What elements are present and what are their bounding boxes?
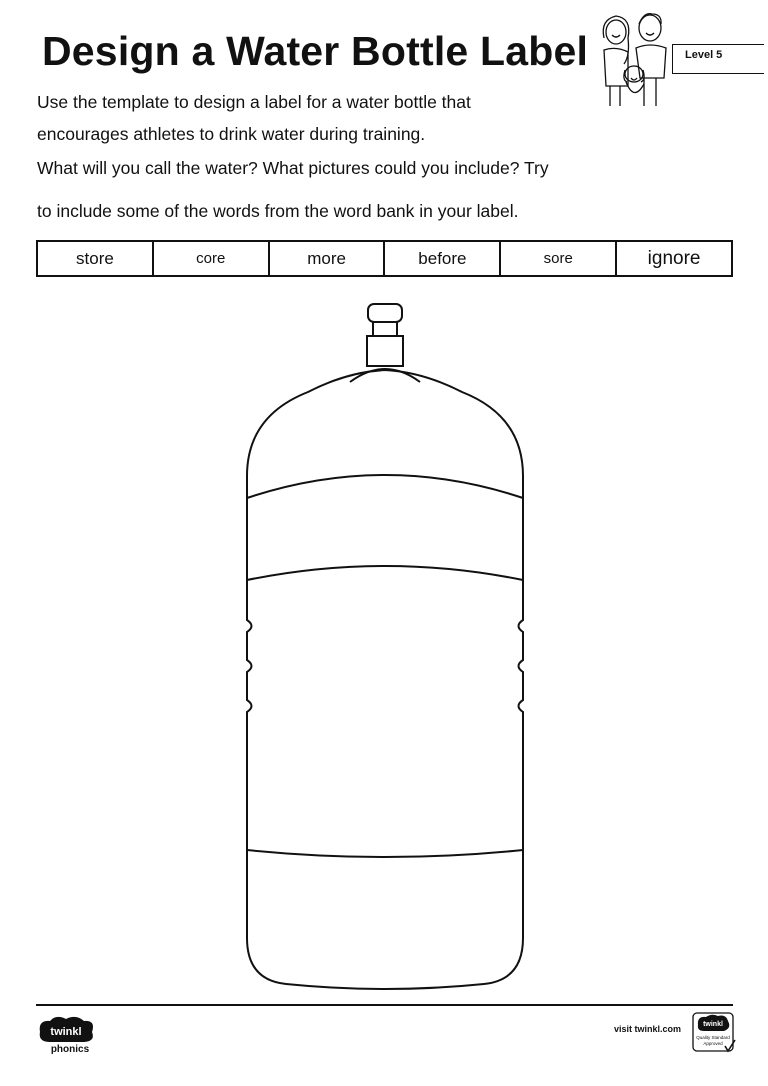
water-bottle-outline-icon bbox=[242, 298, 528, 992]
twinkl-phonics-logo-icon bbox=[36, 1014, 98, 1054]
word-bank-cell: ignore bbox=[616, 241, 732, 276]
instruction-line-4: to include some of the words from the word bank in your label. bbox=[37, 201, 519, 221]
badge-line-1: Quality Standard bbox=[696, 1035, 730, 1040]
badge-line-2: Approved bbox=[703, 1041, 723, 1046]
children-and-dog-illustration-icon bbox=[594, 6, 678, 110]
page-title: Design a Water Bottle Label bbox=[42, 28, 589, 74]
word-bank-cell: before bbox=[384, 241, 500, 276]
instruction-line-2: encourages athletes to drink water during training. bbox=[37, 124, 426, 144]
level-badge: Level 5 bbox=[672, 44, 764, 74]
footer-divider bbox=[36, 1004, 733, 1006]
word-bank-cell: sore bbox=[500, 241, 616, 276]
word-bank bbox=[36, 240, 733, 277]
logo-word-1: twinkl bbox=[50, 1026, 82, 1038]
word-bank-cell: store bbox=[37, 241, 153, 276]
quality-standard-badge-icon bbox=[692, 1012, 738, 1056]
word-bank-cell: more bbox=[269, 241, 385, 276]
word-bank-cell: core bbox=[153, 241, 269, 276]
instruction-line-1: Use the template to design a label for a water bottle that bbox=[37, 92, 471, 112]
instruction-line-3: What will you call the water? What pictures could you include? Try bbox=[37, 158, 549, 178]
badge-word: twinkl bbox=[703, 1021, 723, 1028]
visit-link[interactable]: visit twinkl.com bbox=[614, 1024, 682, 1034]
logo-word-2: phonics bbox=[50, 1044, 90, 1054]
